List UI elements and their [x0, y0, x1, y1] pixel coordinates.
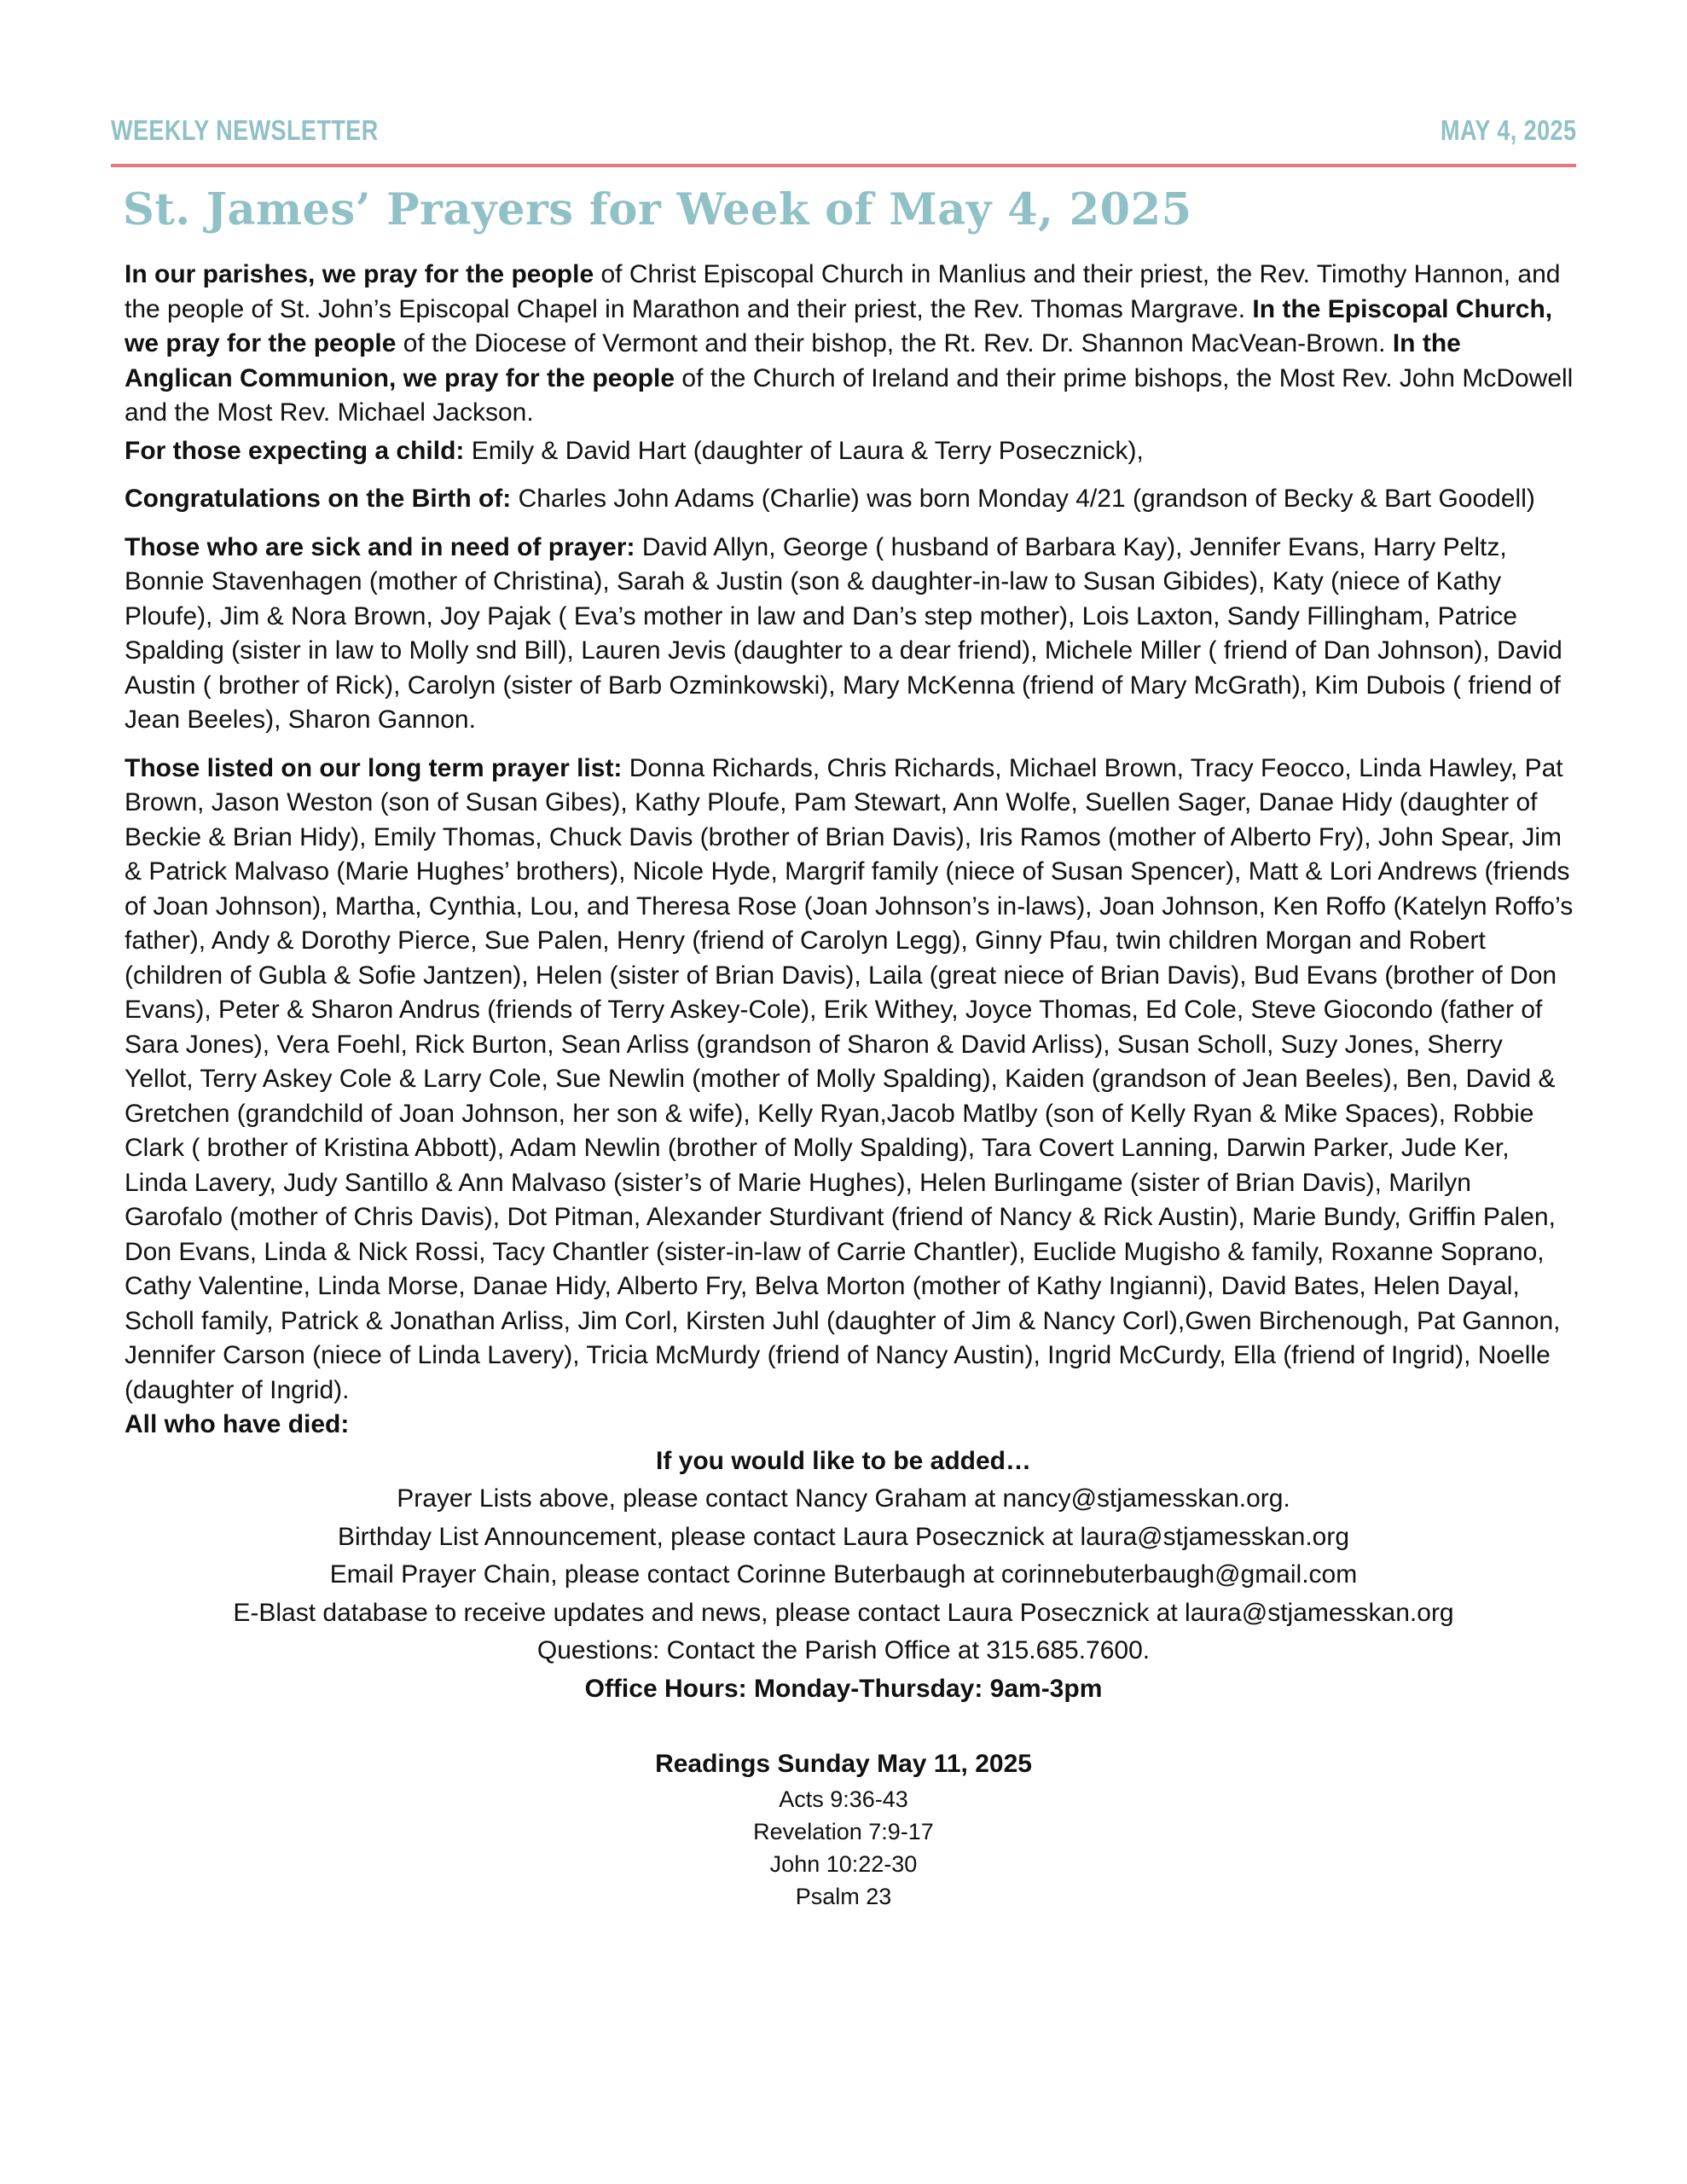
- contact-line: Birthday List Announcement, please contact Laura Posecznick at laura@stjamesskan.org: [337, 1522, 1350, 1551]
- birth-paragraph: [125, 482, 1574, 517]
- reading-item: Psalm 23: [795, 1884, 892, 1909]
- page-title: St. James’ Prayers for Week of May 4, 2025: [123, 184, 1192, 235]
- expecting-text: Emily & David Hart (daughter of Laura & Terry Posecznick),: [464, 436, 1144, 465]
- reading-item: John 10:22-30: [769, 1851, 918, 1877]
- contact-line: E-Blast database to receive updates and news, please contact Laura Posecznick at laura@stjamesskan.org: [233, 1598, 1454, 1627]
- header-divider: [111, 164, 1576, 167]
- sick-text: David Allyn, George ( husband of Barbara Kay), Jennifer Evans, Harry Peltz, Bonnie Stavenhagen (mother of Christina), Sarah & Justin (son & daughter-in-law to Susan Gibides), Katy (niece of Kathy Ploufe), Jim & Nora Brown, Joy Pajak ( Eva’s mother in law and Dan’s step mother), Lois Laxton, Sandy Fillingham, Patrice Spalding (sister in law to Molly snd Bill), Lauren Jevis (daughter to a dear friend), Michele Miller ( friend of Dan Johnson), David Austin ( brother of Rick), Carolyn (sister of Barb Ozminkowski), Mary McKenna (friend of Mary McGrath), Kim Dubois ( friend of Jean Beeles), Sharon Gannon.: [125, 532, 1562, 734]
- newsletter-page: [111, 102, 1576, 1913]
- birth-text: Charles John Adams (Charlie) was born Monday 4/21 (grandson of Becky & Bart Goodell): [511, 485, 1535, 513]
- sick-paragraph: [125, 531, 1574, 738]
- longterm-paragraph: [125, 752, 1574, 1409]
- readings-heading: Readings Sunday May 11, 2025: [655, 1750, 1032, 1778]
- reading-item: Acts 9:36-43: [779, 1786, 908, 1812]
- expecting-paragraph: [125, 434, 1574, 469]
- sick-lead: Those who are sick and in need of prayer:: [125, 532, 635, 561]
- newsletter-header: [111, 102, 1576, 147]
- anglican-lead: In the Anglican Communion, we pray for the people: [125, 329, 1461, 392]
- newsletter-date: MAY 4, 2025: [1440, 114, 1576, 146]
- parishes-lead: In our parishes, we pray for the people: [125, 260, 594, 288]
- newsletter-label: WEEKLY NEWSLETTER: [111, 114, 379, 146]
- parishes-text: of Christ Episcopal Church in Manlius and their priest, the Rev. Timothy Hannon, and the people of St. John’s Episcopal Chapel in Marathon and their priest, the Rev. Thomas Margrave.: [125, 260, 1561, 323]
- office-hours: Office Hours: Monday-Thursday: 9am-3pm: [584, 1674, 1103, 1703]
- reading-item: Revelation 7:9-17: [753, 1819, 934, 1844]
- episcopal-lead: In the Episcopal Church, we pray for the people: [125, 294, 1553, 357]
- contact-line: Questions: Contact the Parish Office at 315.685.7600.: [536, 1636, 1151, 1664]
- birth-lead: Congratulations on the Birth of:: [125, 485, 512, 513]
- longterm-lead: Those listed on our long term prayer list:: [125, 753, 623, 782]
- contact-line: Email Prayer Chain, please contact Corinne Buterbaugh at corinnebuterbaugh@gmail.com: [329, 1560, 1358, 1589]
- contact-line: Prayer Lists above, please contact Nancy Graham at nancy@stjamesskan.org.: [397, 1484, 1290, 1513]
- expecting-lead: For those expecting a child:: [125, 436, 465, 465]
- parishes-paragraph: [125, 258, 1574, 431]
- episcopal-text: of the Diocese of Vermont and their bishop, the Rt. Rev. Dr. Shannon MacVean-Brown.: [396, 329, 1393, 357]
- contact-heading: If you would like to be added…: [655, 1446, 1032, 1475]
- longterm-text: Donna Richards, Chris Richards, Michael Brown, Tracy Feocco, Linda Hawley, Pat Brown, Jason Weston (son of Susan Gibes), Kathy Ploufe, Pam Stewart, Ann Wolfe, Suellen Sager, Danae Hidy (daughter of Beckie & Brian Hidy), Emily Thomas, Chuck Davis (brother of Brian Davis), Iris Ramos (mother of Alberto Fry), John Spear, Jim & Patrick Malvaso (Marie Hughes’ brothers), Nicole Hyde, Margrif family (niece of Susan Spencer), Matt & Lori Andrews (friends of Joan Johnson), Martha, Cynthia, Lou, and Theresa Rose (Joan Johnson’s in-laws), Joan Johnson, Ken Roffo (Katelyn Roffo’s father), Andy & Dorothy Pierce, Sue Palen, Henry (friend of Carolyn Legg), Ginny Pfau, twin children Morgan and Robert (children of Gubla & Sofie Jantzen), Helen (sister of Brian Davis), Laila (great niece of Brian Davis), Bud Evans (brother of Don Evans), Peter & Sharon Andrus (friends of Terry Askey-Cole), Erik Withey, Joyce Thomas, Ed Cole, Steve Giocondo (father of Sara Jones), Vera Foehl, Rick Burton, Sean Arliss (grandson of Sharon & David Arliss), Susan Scholl, Suzy Jones, Sherry Yellot, Terry Askey Cole & Larry Cole, Sue Newlin (mother of Molly Spalding), Kaiden (grandson of Jean Beeles), Ben, David & Gretchen (grandchild of Joan Johnson, her son & wife), Kelly Ryan,Jacob Matlby (son of Kelly Ryan & Mike Spaces), Robbie Clark ( brother of Kristina Abbott), Adam Newlin (brother of Molly Spalding), Tara Covert Lanning, Darwin Parker, Jude Ker, Linda Lavery, Judy Santillo & Ann Malvaso (sister’s of Marie Hughes), Helen Burlingame (sister of Brian Davis), Marilyn Garofalo (mother of Chris Davis), Dot Pitman, Alexander Sturdivant (friend of Nancy & Rick Austin), Marie Bundy, Griffin Palen, Don Evans, Linda & Nick Rossi, Tacy Chantler (sister-in-law of Carrie Chantler), Euclide Mugisho & family, Roxanne Soprano, Cathy Valentine, Linda Morse, Danae Hidy, Alberto Fry, Belva Morton (mother of Kathy Ingianni), David Bates, Helen Dayal, Scholl family, Patrick & Jonathan Arliss, Jim Corl, Kirsten Juhl (daughter of Jim & Nancy Corl),Gwen Birchenough, Pat Gannon, Jennifer Carson (niece of Linda Lavery), Tricia McMurdy (friend of Nancy Austin), Ingrid McCurdy, Ella (friend of Ingrid), Noelle (daughter of Ingrid).: [125, 753, 1574, 1404]
- prayer-body: [125, 258, 1574, 1443]
- anglican-text: of the Church of Ireland and their prime bishops, the Most Rev. John McDowell and the Most Rev. Michael Jackson.: [125, 363, 1574, 427]
- died-lead: All who have died:: [125, 1410, 350, 1438]
- died-paragraph: [125, 1408, 1574, 1443]
- contact-section: [111, 1443, 1576, 1914]
